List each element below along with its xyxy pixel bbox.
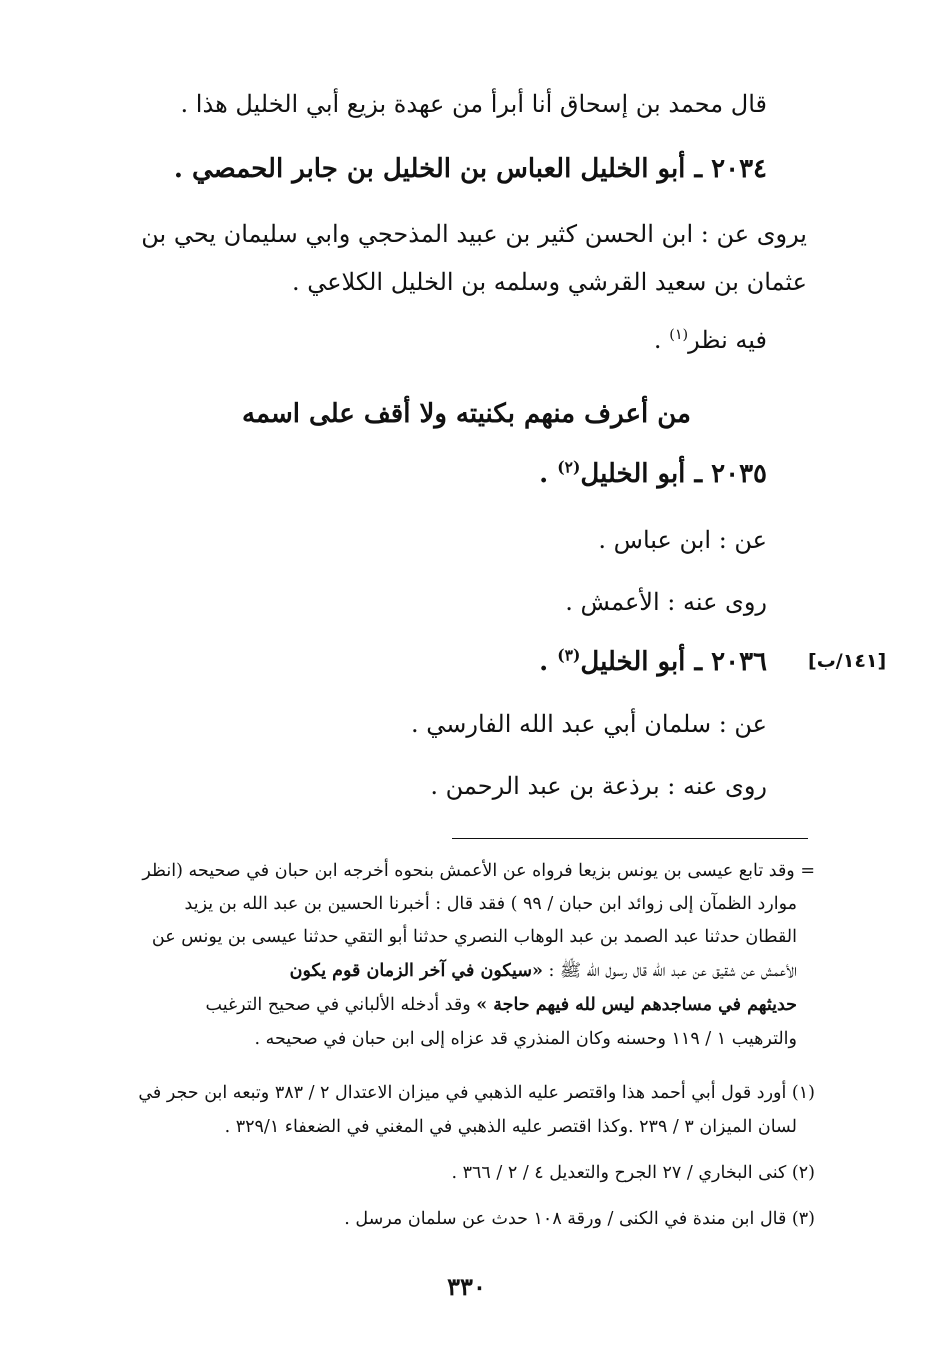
footnote-3: (٣) قال ابن مندة في الكنى / ورقة ١٠٨ حدث عن سلمان مرسل . (344, 1209, 815, 1229)
hadith-quote: حديثهم في مساجدهم ليس لله فيهم حاجة » (476, 995, 797, 1015)
entry-number: ٢٠٣٥ (711, 459, 767, 489)
entry-title: ـ أبو الخليل العباس بن الخليل بن جابر الحمصي . (173, 154, 703, 184)
footnote-continuation-line-4: الأعمش عن شقيق عن عبد الله قال رسول الله ﷺ : «سيكون في آخر الزمان قوم يكون (289, 961, 797, 981)
footnote-mark-3[interactable]: (٣) (557, 645, 581, 665)
entry-number: ٢٠٣٤ (711, 154, 767, 184)
entry-2034-heading (174, 147, 767, 191)
footnote-continuation-line-6: والترهيب ١ / ١١٩ وحسنه وكان المنذري قد عزاه إلى ابن حبان في صحيحه . (254, 1029, 797, 1049)
text-line-ibn-ishaq: قال محمد بن إسحاق أنا أبرأ من عهدة بزيع أبي الخليل هذا . (180, 90, 767, 118)
entry-2035-rawa: روى عنه : الأعمش . (565, 588, 767, 616)
text-line-yurwa-2: عثمان بن سعيد القرشي وسلمه بن الخليل الكلاعي . (291, 268, 807, 296)
footnote-2: (٢) كنى البخاري / ٢٧ الجرح والتعديل ٤ / ٢ / ٣٦٦ . (451, 1163, 815, 1183)
entry-number: ٢٠٣٦ (711, 647, 767, 677)
entry-title: ـ أبو الخليل (580, 647, 703, 677)
footnote-mark-2[interactable]: (٢) (557, 457, 581, 477)
entry-2036-rawa: روى عنه : برذعة بن عبد الرحمن . (430, 772, 767, 800)
footnote-continuation-line-3: القطان حدثنا عبد الصمد بن عبد الوهاب النصري حدثنا أبو التقي حدثنا عيسى بن يونس عن (151, 927, 797, 947)
footnote-continuation-line-1: = وقد تابع عيسى بن يونس بزيعا فرواه عن الأعمش بنحوه أخرجه ابن حبان في صحيحه (انظر (142, 861, 815, 881)
footnote-mark-1[interactable]: (١) (669, 327, 689, 343)
footnote-1-line-1: (١) أورد قول أبي أحمد هذا واقتصر عليه الذهبي في ميزان الاعتدال ٢ / ٣٨٣ وتبعه ابن حجر في (138, 1083, 815, 1103)
entry-2035-an: عن : ابن عباس . (598, 526, 767, 554)
section-heading: من أعرف منهم بكنيته ولا أقف على اسمه (242, 399, 691, 429)
page-number: ٣٣٠ (447, 1272, 486, 1301)
entry-2036-heading: ٢٠٣٦ ـ أبو الخليل$^{(٣)}$ . (539, 645, 767, 677)
text-line-fih-nazar: فيه نظر$^{(١)}$ . (653, 326, 767, 354)
marginal-folio-note: [١٤١/ب] (808, 650, 887, 672)
footnote-1-line-2: لسان الميزان ٣ / ٢٣٩ .وكذا اقتصر عليه الذهبي في المغني في الضعفاء ٣٢٩/١ . (224, 1117, 797, 1137)
entry-2035-heading: ٢٠٣٥ ـ أبو الخليل$^{(٢)}$ . (539, 457, 767, 489)
hadith-quote: «سيكون في آخر الزمان قوم يكون (289, 961, 543, 981)
entry-2036-an: عن : سلمان أبي عبد الله الفارسي . (410, 710, 767, 738)
text-line-yurwa-1: يروى عن : ابن الحسن كثير بن عبيد المذحجي وابي سليمان يحي بن (141, 220, 807, 248)
footnote-continuation-line-2: موارد الظمآن إلى زوائد ابن حبان / ٩٩ ) فقد قال : أخبرنا الحسين بن عبد الله بن يزيد (184, 894, 797, 914)
footnote-continuation-line-5: حديثهم في مساجدهم ليس لله فيهم حاجة » وقد أدخله الألباني في صحيح الترغيب (205, 995, 797, 1015)
entry-title: ـ أبو الخليل (580, 459, 703, 489)
footnote-separator (452, 838, 808, 839)
